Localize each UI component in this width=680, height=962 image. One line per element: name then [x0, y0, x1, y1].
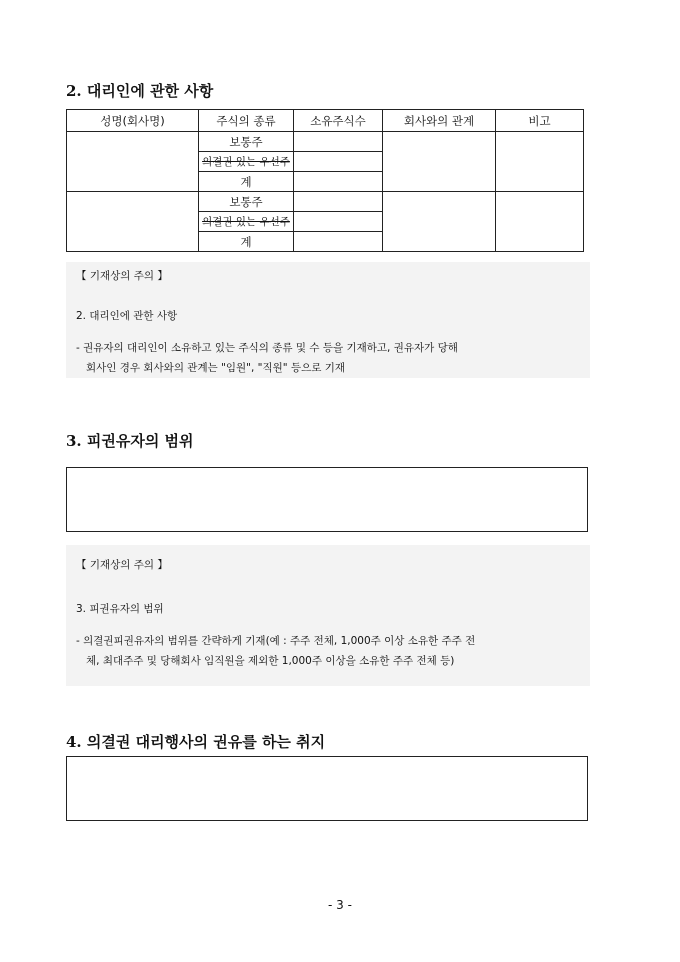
name-cell[interactable] — [67, 132, 199, 192]
note-heading: 【 기재상의 주의 】 — [76, 559, 168, 571]
col-relation: 회사와의 관계 — [383, 110, 496, 132]
note-item: 3. 피권유자의 범위 — [76, 603, 164, 615]
agent-table — [66, 109, 584, 252]
relation-cell[interactable] — [383, 132, 496, 192]
note-box-2 — [66, 262, 590, 378]
section-2-title: 2. 대리인에 관한 사항 — [66, 82, 214, 100]
col-name: 성명(회사명) — [67, 110, 199, 132]
stock-type-cell: 계 — [199, 172, 294, 192]
section-3-title: 3. 피권유자의 범위 — [66, 432, 194, 450]
col-remarks: 비고 — [496, 110, 584, 132]
note-item: 2. 대리인에 관한 사항 — [76, 310, 178, 322]
stock-type-cell: 보통주 — [199, 192, 294, 212]
shares-cell[interactable] — [294, 212, 383, 232]
note-line: - 권유자의 대리인이 소유하고 있는 주식의 종류 및 수 등을 기재하고, 권유자가 당해 — [76, 342, 458, 354]
name-cell[interactable] — [67, 192, 199, 252]
note-box-3 — [66, 545, 590, 686]
table-header-row — [67, 110, 584, 132]
purpose-box[interactable] — [66, 756, 588, 821]
col-shares: 소유주식수 — [294, 110, 383, 132]
relation-cell[interactable] — [383, 192, 496, 252]
col-stock-type: 주식의 종류 — [199, 110, 294, 132]
remarks-cell[interactable] — [496, 192, 584, 252]
table-row — [67, 132, 584, 152]
page-number: - 3 - — [328, 898, 352, 912]
recipient-range-box[interactable] — [66, 467, 588, 532]
remarks-cell[interactable] — [496, 132, 584, 192]
table-row — [67, 192, 584, 212]
stock-type-cell: 의결권 있는 우선주 — [199, 212, 294, 232]
stock-type-cell: 보통주 — [199, 132, 294, 152]
shares-cell[interactable] — [294, 192, 383, 212]
stock-type-cell: 의결권 있는 우선주 — [199, 152, 294, 172]
shares-cell[interactable] — [294, 132, 383, 152]
section-4-title: 4. 의결권 대리행사의 권유를 하는 취지 — [66, 733, 326, 751]
note-line: 체, 최대주주 및 당해회사 임직원을 제외한 1,000주 이상을 소유한 주주 전체 등) — [86, 655, 455, 667]
shares-cell[interactable] — [294, 232, 383, 252]
shares-cell[interactable] — [294, 152, 383, 172]
shares-cell[interactable] — [294, 172, 383, 192]
stock-type-cell: 계 — [199, 232, 294, 252]
note-line: 회사인 경우 회사와의 관계는 "임원", "직원" 등으로 기재 — [86, 362, 346, 374]
note-line: - 의결권피권유자의 범위를 간략하게 기재(예 : 주주 전체, 1,000주 이상 소유한 주주 전 — [76, 635, 476, 647]
note-heading: 【 기재상의 주의 】 — [76, 270, 168, 282]
